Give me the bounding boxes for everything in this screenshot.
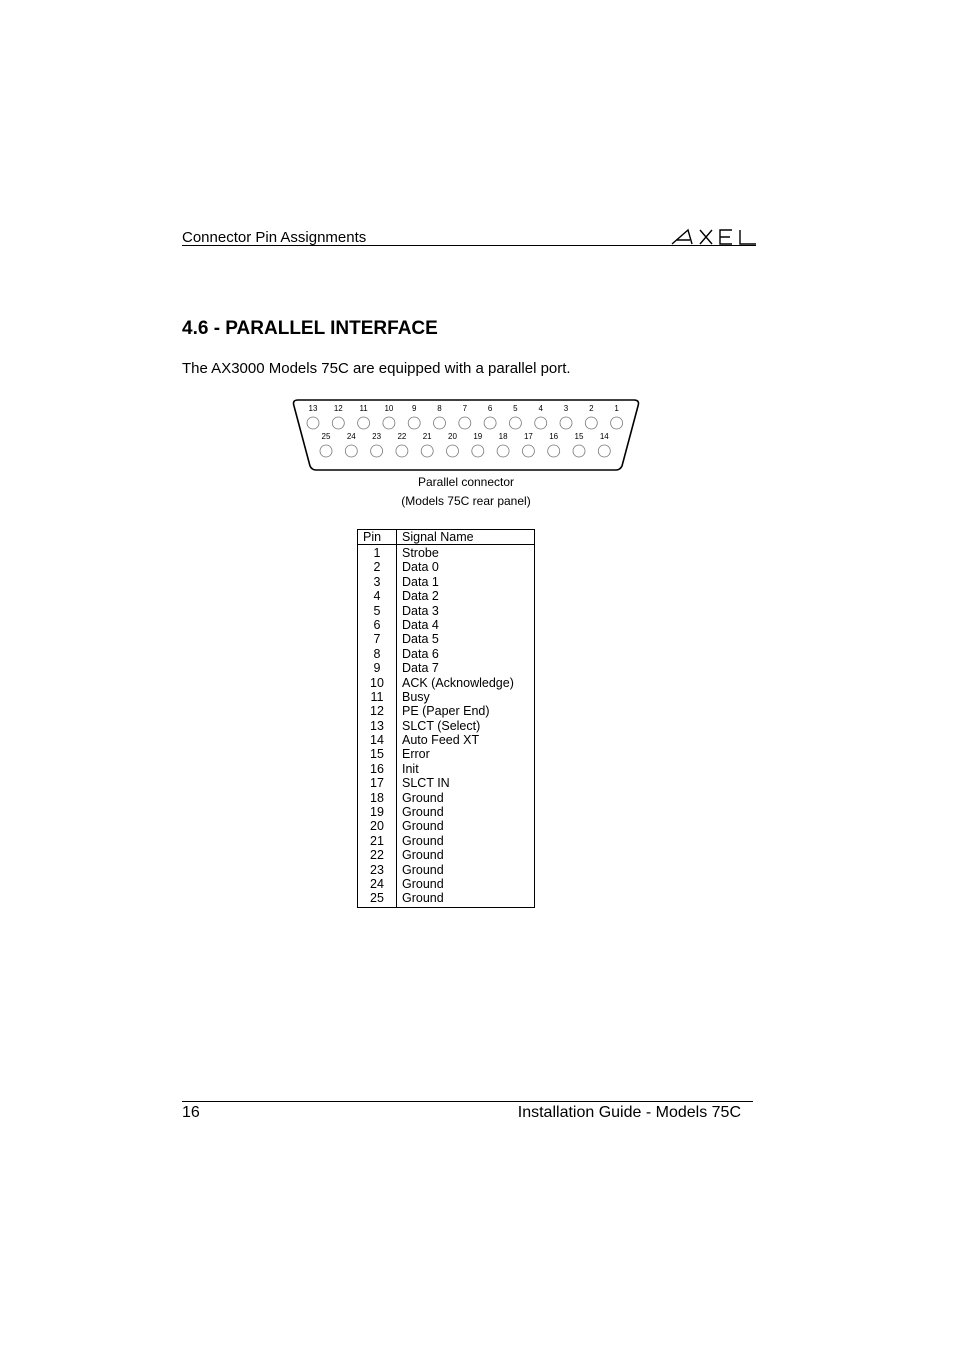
table-row — [358, 791, 534, 805]
pin-socket — [459, 417, 471, 429]
signal-name: Data 7 — [402, 661, 439, 676]
table-row — [358, 848, 534, 862]
table-row — [358, 546, 534, 560]
signal-name: Data 5 — [402, 632, 439, 647]
table-row — [358, 704, 534, 718]
pin-label: 6 — [487, 404, 493, 413]
pin-socket — [345, 445, 357, 457]
pin-label: 24 — [346, 432, 356, 441]
pin-number: 11 — [370, 689, 384, 704]
connector-caption-sub: (Models 75C rear panel) — [401, 494, 531, 508]
table-header — [358, 530, 534, 545]
signal-name: Data 1 — [402, 574, 439, 589]
pin-socket — [447, 445, 459, 457]
signal-name: Data 6 — [402, 646, 439, 661]
pin-socket — [497, 445, 509, 457]
pin-socket — [434, 417, 446, 429]
signal-name: Ground — [402, 805, 444, 820]
pin-label: 10 — [384, 404, 394, 413]
signal-name: Data 0 — [402, 560, 439, 575]
pin-label: 23 — [372, 432, 382, 441]
pin-socket — [332, 417, 344, 429]
table-row — [358, 863, 534, 877]
section-title: 4.6 - PARALLEL INTERFACE — [182, 318, 438, 339]
pin-number: 9 — [373, 661, 381, 676]
signal-name: SLCT (Select) — [402, 718, 481, 733]
signal-name: SLCT IN — [402, 776, 450, 791]
signal-name: Data 2 — [402, 589, 439, 604]
pin-number: 8 — [373, 646, 381, 661]
table-row — [358, 690, 534, 704]
table-row — [358, 877, 534, 891]
table-body — [358, 546, 534, 906]
table-row — [358, 604, 534, 618]
pin-socket — [472, 445, 484, 457]
pin-socket — [307, 417, 319, 429]
pin-socket — [598, 445, 610, 457]
table-row — [358, 762, 534, 776]
pin-number: 3 — [373, 574, 381, 589]
table-row — [358, 676, 534, 690]
pin-label: 13 — [308, 404, 318, 413]
pin-number: 16 — [370, 761, 384, 776]
pin-label: 1 — [614, 404, 619, 413]
table-row — [358, 618, 534, 632]
pin-number: 24 — [370, 876, 384, 891]
pin-label: 9 — [411, 404, 417, 413]
intro-text: The AX3000 Models 75C are equipped with a parallel port. — [182, 360, 571, 377]
signal-name: Busy — [402, 689, 430, 704]
pin-label: 19 — [473, 432, 483, 441]
pin-number: 4 — [373, 589, 381, 604]
pin-socket — [585, 417, 597, 429]
pin-label: 12 — [333, 404, 343, 413]
signal-name: ACK (Acknowledge) — [402, 675, 514, 690]
pin-number: 12 — [370, 704, 384, 719]
signal-name: Ground — [402, 848, 444, 863]
pin-number: 19 — [370, 805, 384, 820]
pin-socket — [535, 417, 547, 429]
header-signal-name: Signal Name — [402, 530, 474, 544]
pin-number: 13 — [370, 718, 384, 733]
pin-number: 7 — [373, 632, 381, 647]
table-row — [358, 805, 534, 819]
table-row — [358, 747, 534, 761]
pin-socket — [573, 445, 585, 457]
page-number: 16 — [182, 1104, 200, 1121]
signal-name: Init — [402, 761, 419, 776]
pin-label: 15 — [574, 432, 584, 441]
table-row — [358, 589, 534, 603]
pin-label: 17 — [523, 432, 533, 441]
signal-name: Error — [402, 747, 430, 762]
signal-name: Ground — [402, 819, 444, 834]
pin-socket — [383, 417, 395, 429]
pin-number: 15 — [370, 747, 384, 762]
table-row — [358, 632, 534, 646]
pin-label: 3 — [563, 404, 569, 413]
pin-socket — [522, 445, 534, 457]
pin-number: 10 — [370, 675, 384, 690]
pin-label: 21 — [422, 432, 432, 441]
signal-name: Ground — [402, 876, 444, 891]
table-row — [358, 776, 534, 790]
pin-label: 7 — [462, 404, 468, 413]
pin-socket — [509, 417, 521, 429]
table-row — [358, 733, 534, 747]
pin-label: 25 — [321, 432, 331, 441]
pin-number: 23 — [370, 862, 384, 877]
pin-socket — [611, 417, 623, 429]
pin-number: 6 — [373, 617, 381, 632]
pin-socket — [560, 417, 572, 429]
signal-name: Data 4 — [402, 617, 439, 632]
header-pin: Pin — [363, 530, 382, 544]
axel-logo — [670, 226, 758, 246]
pin-socket — [320, 445, 332, 457]
pin-number: 14 — [370, 733, 384, 748]
pin-number: 21 — [370, 833, 384, 848]
signal-name: PE (Paper End) — [402, 704, 490, 719]
parallel-connector-diagram — [290, 396, 642, 474]
signal-name: Ground — [402, 891, 444, 906]
pin-label: 14 — [599, 432, 609, 441]
pin-socket — [408, 417, 420, 429]
pin-assignment-table — [357, 529, 535, 908]
pin-label: 5 — [513, 404, 518, 413]
pin-number: 18 — [370, 790, 384, 805]
pin-label: 2 — [589, 404, 594, 413]
signal-name: Ground — [402, 790, 444, 805]
table-row — [358, 575, 534, 589]
pin-number: 5 — [373, 603, 381, 618]
pin-label: 4 — [538, 404, 543, 413]
signal-name: Strobe — [402, 546, 439, 560]
table-row — [358, 647, 534, 661]
pin-label: 16 — [549, 432, 559, 441]
pin-number: 20 — [370, 819, 384, 834]
pin-number: 25 — [370, 891, 384, 906]
pin-label: 11 — [359, 404, 368, 413]
pin-number: 17 — [370, 776, 384, 791]
pin-socket — [484, 417, 496, 429]
table-row — [358, 834, 534, 848]
pin-socket — [421, 445, 433, 457]
footer-title: Installation Guide - Models 75C — [517, 1104, 741, 1121]
table-row — [358, 819, 534, 833]
signal-name: Ground — [402, 862, 444, 877]
pin-socket — [396, 445, 408, 457]
connector-caption: Parallel connector — [417, 475, 515, 489]
signal-name: Ground — [402, 833, 444, 848]
pin-socket — [358, 417, 370, 429]
footer-divider — [182, 1101, 753, 1102]
pin-label: 22 — [397, 432, 407, 441]
pin-number: 1 — [373, 546, 381, 560]
header-title: Connector Pin Assignments — [182, 229, 367, 246]
table-row — [358, 560, 534, 574]
pin-label: 20 — [448, 432, 457, 441]
pin-socket — [371, 445, 383, 457]
pin-label: 8 — [437, 404, 442, 413]
table-row — [358, 661, 534, 675]
pin-number: 22 — [370, 848, 384, 863]
pin-socket — [548, 445, 560, 457]
pin-number: 2 — [373, 560, 381, 575]
pin-label: 18 — [498, 432, 508, 441]
table-row — [358, 891, 534, 905]
table-row — [358, 719, 534, 733]
signal-name: Auto Feed XT — [402, 733, 480, 748]
signal-name: Data 3 — [402, 603, 439, 618]
